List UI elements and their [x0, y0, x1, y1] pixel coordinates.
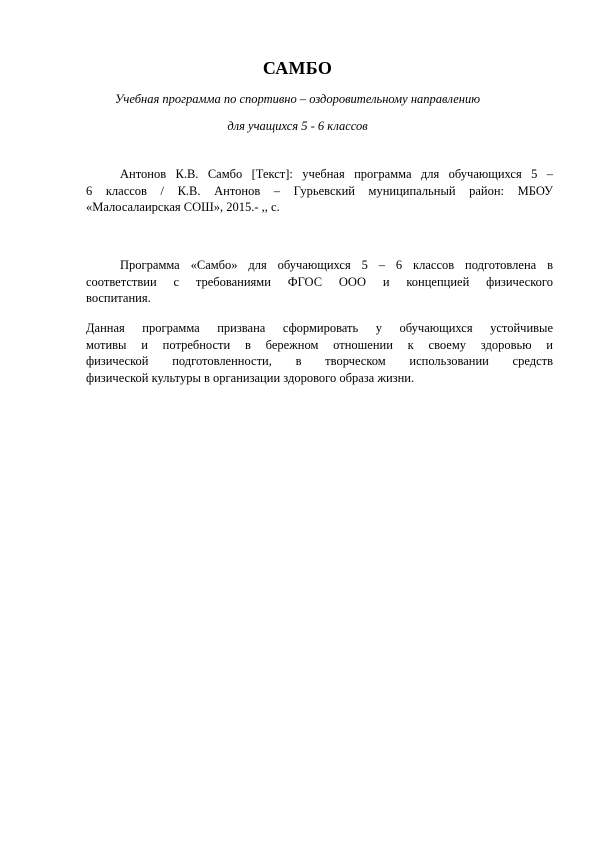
- program-description-paragraph: [86, 257, 553, 307]
- document-subtitle-line-2: для учащихся 5 - 6 классов: [227, 119, 368, 133]
- program-goal-paragraph: [86, 320, 553, 386]
- document-title: САМБО: [262, 58, 333, 78]
- bibliographic-reference-line: «Малосалаирская СОШ», 2015.- ,, с.: [86, 200, 280, 214]
- paragraph-line: физической культуры в организации здорового образа жизни.: [86, 370, 415, 385]
- bibliographic-reference-line: Антонов К.В. Самбо [Текст]: учебная программа для обучающихся 5 –: [120, 167, 553, 181]
- document-subtitle-line-1: Учебная программа по спортивно – оздоровительному направлению: [114, 92, 481, 106]
- paragraph-line: соответствии с требованиями ФГОС ООО и концепцией физического: [86, 274, 553, 289]
- bibliographic-reference: [86, 166, 553, 216]
- paragraph-line: Данная программа призвана сформировать у обучающихся устойчивые: [86, 321, 553, 335]
- paragraph-line: Программа «Самбо» для обучающихся 5 – 6 классов подготовлена в: [120, 258, 553, 272]
- paragraph-line: мотивы и потребности в бережном отношении к своему здоровью и: [86, 337, 553, 352]
- paragraph-line: физической подготовленности, в творческом использовании средств: [86, 354, 553, 368]
- paragraph-line: воспитания.: [86, 291, 151, 305]
- bibliographic-reference-line: 6 классов / К.В. Антонов – Гурьевский муниципальный район: МБОУ: [86, 183, 553, 198]
